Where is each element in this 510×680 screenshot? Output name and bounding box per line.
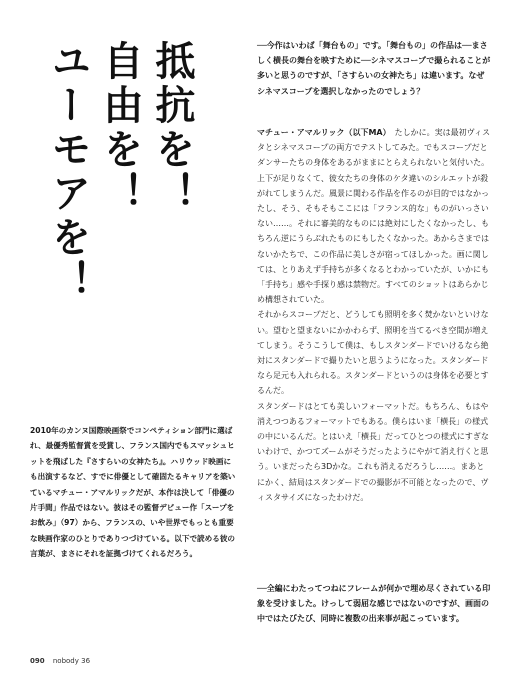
issue-label: nobody 36 [52, 657, 91, 665]
page-footer [30, 657, 90, 665]
page-number: 090 [30, 657, 45, 665]
interview-question-1 [257, 38, 491, 99]
headline [45, 40, 198, 340]
question-2-text: ──全編にわたってつねにフレームが何かで埋め尽くされている印象を受けました。けっして弱屈な感じではないのですが、画面の中ではたびたび、同時に複数の出来事が起こっています。 [257, 584, 491, 624]
headline-line-2: 自由を！ [97, 40, 144, 216]
interview-question-2 [257, 581, 491, 627]
question-1-text: ──今作はいわば「舞台もの」です。「舞台もの」の作品は──まさしく横長の舞台を映すために──シネマスコープで撮られることが多いと思うのですが、「さすらいの女神たち」は違います。なぜシネマスコープを選択しなかったのでしょう？ [257, 41, 491, 96]
answer-paragraph-1 [257, 125, 491, 307]
answer-paragraph-2: それからスコープだと、どうしても照明を多く焚かないといけない。望むと望まないにかかわらず、照明を当てるべき空間が増えてしまう。そうこうして僕は、もしスタンダードでいけるなら絶対にスタンダードで撮りたいと思うようになった。スタンダードなら足元も入れられる。スタンダードというのは身体を必要とするんだ。 [257, 310, 489, 396]
headline-line-3: ユーモアを！ [45, 40, 92, 304]
interview-answer [257, 125, 491, 505]
speaker-name: マチュー・アマルリック（以下MA） [257, 128, 387, 137]
answer-paragraph-1-text: たしかに。実は最初ヴィスタとシネマスコープの両方でテストしてみた。でもスコープだとダンサーたちの身体をあるがままにとらえられないと気付いた。上下が足りなくて、彼女たちの身体のケタ違いのシルエットが殺がれてしまうんだ。風景に関わる作品を作るのが目的ではなかったし、そう、そもそもここには「フランス的な」ものがいっさいない……。それに審美的なものには絶対にしたくなかったし、もちろん逆にうらぶれたものにもしたくなかった。あからさまではないかたちで、この作品に美しさが宿ってほしかった。画に関しては、とりあえず手持ちが多くなるとわかっていたが、いかにも「手持ち」感や手探り感は禁物だ。すべてのショットはあらかじめ構想されていた。 [257, 128, 491, 305]
answer-paragraph-3: スタンダードはとても美しいフォーマットだ。もちろん、もはや消えつつあるフォーマットでもある。僕らはいま「横長」の様式の中にいるんだ。とはいえ「横長」だってひとつの様式にすぎないわけで、かつてズームがそうだったようにやがて消え行くと思う。いまだったら3Dかな。これも消えるだろうし……。まあとにかく、結局はスタンダードでの撮影が不可能となったので、ヴィスタサイズになったわけだ。 [257, 401, 489, 502]
lead-paragraph: 2010年のカンヌ国際映画祭でコンペティション部門に選ばれ、最優秀監督賞を受賞し、フランス国内でもスマッシュヒットを飛ばした『さすらいの女神たち』。ハリウッド映画にも出演するなど、すでに俳優として確固たるキャリアを築いているマチュー・アマルリックだが、本作は決して「俳優の片手間」作品ではない。彼はその監督デビュー作「スープをお飲み」（97）から、フランスの、いや世界でもっとも重要な映画作家のひとりでありつづけている。以下で読める彼の言葉が、まさにそれを証拠づけてくれるだろう。 [30, 426, 236, 559]
headline-line-1: 抵抗を！ [149, 40, 196, 216]
